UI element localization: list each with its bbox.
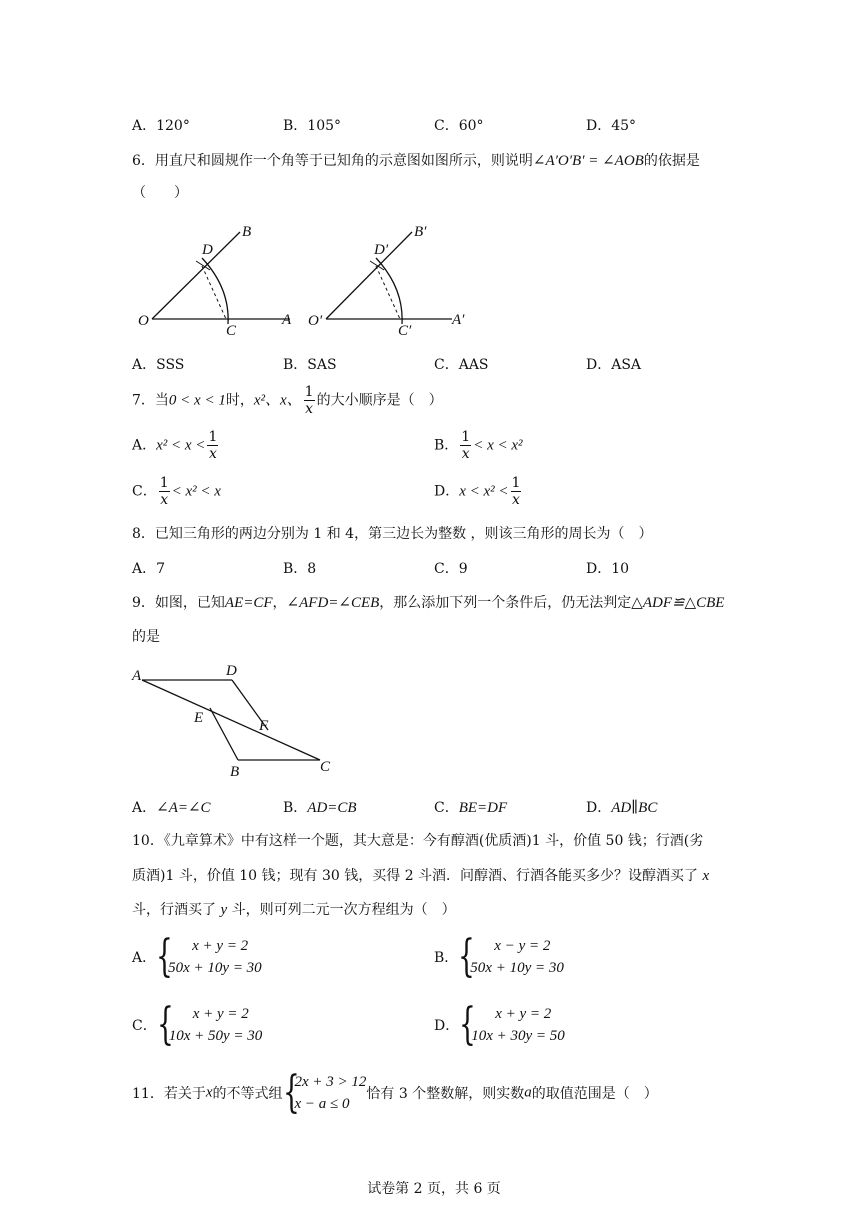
option-label: A． xyxy=(132,950,157,966)
segment-eb xyxy=(210,708,238,760)
q11-stem-text: 11．若关于 xyxy=(132,1086,206,1102)
q6-stem-text: 6．用直尺和圆规作一个角等于已知角的示意图如图所示，则说明 xyxy=(132,153,533,169)
frac-denominator: x xyxy=(305,401,314,417)
option-label: D． xyxy=(434,483,460,500)
page-footer: 试卷第 2 页，共 6 页 xyxy=(367,1181,501,1197)
frac-denominator: x xyxy=(160,492,169,508)
option-expr: x² < x < xyxy=(156,437,206,454)
q5-option-a: A．120° xyxy=(132,118,190,134)
q11-var-x: x xyxy=(205,1084,213,1101)
label-d-prime: D′ xyxy=(374,242,389,258)
label-b-prime: B′ xyxy=(414,224,427,240)
q6-figure-left xyxy=(138,224,292,339)
q6-option-a: A．SSS xyxy=(132,357,185,373)
q6-paren: （ ） xyxy=(132,185,188,201)
option-expr: < x < x² xyxy=(473,437,523,454)
frac-denominator: x xyxy=(461,446,470,462)
label-b: B xyxy=(230,764,240,780)
option-label: C． xyxy=(434,800,459,816)
q6-option-b: B．SAS xyxy=(283,357,337,373)
label-c: C xyxy=(226,323,237,339)
q9-congruence: △ADF≌△CBE xyxy=(631,595,725,611)
q7-option-a xyxy=(132,430,220,461)
label-c-prime: C′ xyxy=(398,323,412,339)
label-e: E xyxy=(194,710,204,726)
inequality-1: 2x + 3 > 12 xyxy=(294,1074,367,1090)
q9-separator: ， xyxy=(272,595,287,611)
label-f: F xyxy=(259,718,269,734)
frac-numerator: 1 xyxy=(511,475,521,491)
label-c: C xyxy=(320,759,331,775)
q6-option-c: C．AAS xyxy=(434,357,489,373)
q8-option-a: A．7 xyxy=(132,561,166,577)
q11-var-a: a xyxy=(524,1084,532,1101)
option-label: D． xyxy=(434,1018,460,1034)
equation-system xyxy=(156,999,263,1050)
q6-figure xyxy=(130,218,490,343)
q8-option-c: C．9 xyxy=(434,561,468,577)
label-b: B xyxy=(242,224,252,240)
equation-1: x − y = 2 xyxy=(494,938,551,954)
label-d: D xyxy=(226,663,237,679)
q9-given-angles: ∠AFD=∠CEB xyxy=(286,595,380,611)
inequality-2: x − a ≤ 0 xyxy=(294,1096,350,1112)
equation-2: 10x + 50y = 30 xyxy=(168,1028,263,1044)
q10-line2 xyxy=(132,865,709,885)
q6-angle-equation: ∠A′O′B′ = ∠AOB xyxy=(532,153,644,169)
q10-var-y: y xyxy=(220,902,228,918)
q10-line1: 10．《九章算术》中有这样一个题，其大意是：今有醇酒(优质酒)1 斗，价值 50 钱；行酒(劣 xyxy=(132,833,704,849)
option-label: B． xyxy=(434,437,459,454)
frac-numerator: 1 xyxy=(304,384,314,400)
equation-system xyxy=(156,931,262,982)
left-brace-icon: { xyxy=(156,999,174,1050)
q7-term-x-squared: x² xyxy=(253,392,265,409)
q9-stem xyxy=(132,592,724,612)
label-o: O xyxy=(138,313,149,329)
frac-numerator: 1 xyxy=(461,429,471,445)
q9-stem-text: 9．如图，已知 xyxy=(132,595,225,611)
option-text: BE=DF xyxy=(458,800,508,816)
label-o-prime: O′ xyxy=(308,313,323,329)
q8-option-b: B．8 xyxy=(283,561,317,577)
option-label: A． xyxy=(132,800,157,816)
equation-2: 10x + 30y = 50 xyxy=(471,1028,565,1044)
frac-denominator: x xyxy=(512,492,520,508)
option-fraction xyxy=(460,430,471,461)
q5-option-b: B．105° xyxy=(283,118,342,134)
left-brace-icon: { xyxy=(459,999,477,1050)
q10-line2-text: 质酒)1 斗，价值 10 钱；现有 30 钱，买得 2 斗酒．问醇酒、行酒各能买多少？设醇酒买了 xyxy=(132,868,699,884)
option-expr: < x² < x xyxy=(171,483,221,500)
label-a-prime: A′ xyxy=(452,312,465,328)
equation-system xyxy=(459,999,565,1050)
q7-stem xyxy=(132,385,443,416)
frac-numerator: 1 xyxy=(208,429,218,445)
q9-option-b xyxy=(283,797,357,817)
q7-option-d xyxy=(434,476,523,507)
option-label: D． xyxy=(586,800,612,816)
q9-option-d xyxy=(586,797,657,817)
q9-given-ae-cf: AE=CF xyxy=(224,595,273,611)
label-a: A xyxy=(132,668,142,684)
q6-stem xyxy=(132,150,700,170)
equation-system xyxy=(458,931,564,982)
left-brace-icon: { xyxy=(156,931,173,982)
option-text: AD∥BC xyxy=(611,800,658,816)
option-label: C． xyxy=(132,483,157,500)
q10-var-x: x xyxy=(702,868,710,884)
q11-stem-mid: 的不等式组 xyxy=(212,1086,283,1102)
q10-line3 xyxy=(132,899,456,919)
option-fraction xyxy=(159,476,170,507)
q7-stem-mid: 时， xyxy=(225,392,254,409)
option-expr: x < x² < xyxy=(459,483,509,500)
q9-stem-tail: 的是 xyxy=(132,629,160,645)
q11-stem xyxy=(132,1067,658,1118)
q8-stem: 8．已知三角形的两边分别为 1 和 4，第三边长为整数 ，则该三角形的周长为（ ） xyxy=(132,526,653,542)
q10-line3-text: 斗，行酒买了 xyxy=(132,902,216,918)
q7-option-b xyxy=(434,430,523,461)
q11-stem-mid2: 恰有 3 个整数解，则实数 xyxy=(366,1086,525,1102)
q10-option-d xyxy=(434,999,565,1050)
q6-stem-tail: 的依据是 xyxy=(643,153,700,169)
left-brace-icon: { xyxy=(282,1067,300,1118)
label-d: D xyxy=(202,242,213,258)
equation-1: x + y = 2 xyxy=(192,1006,249,1022)
equation-2: 50x + 10y = 30 xyxy=(168,960,262,976)
q9-option-c xyxy=(434,797,507,817)
q8-option-d: D．10 xyxy=(586,561,630,577)
q7-option-c xyxy=(132,476,221,507)
equation-2: 50x + 10y = 30 xyxy=(470,960,564,976)
option-label: B． xyxy=(283,800,308,816)
inequality-system xyxy=(282,1067,367,1118)
q7-term-reciprocal xyxy=(304,385,315,416)
q10-option-b xyxy=(434,931,564,982)
q6-figure-right xyxy=(308,224,465,339)
option-text: ∠A=∠C xyxy=(156,800,211,816)
q5-option-d: D．45° xyxy=(586,118,637,134)
q7-condition: 0 < x < 1 xyxy=(168,392,226,409)
equation-1: x + y = 2 xyxy=(192,938,249,954)
ray-o-prime-b-prime xyxy=(326,232,412,319)
option-label: B． xyxy=(434,950,459,966)
equation-1: x + y = 2 xyxy=(495,1006,552,1022)
option-label: A． xyxy=(132,437,157,454)
option-text: AD=CB xyxy=(307,800,357,816)
q10-option-a xyxy=(132,931,262,982)
q10-line3-tail: 斗，则可列二元一次方程组为（ ） xyxy=(231,902,456,918)
q9-option-a xyxy=(132,797,211,817)
q9-stem-mid: ，那么添加下列一个条件后，仍无法判定 xyxy=(379,595,632,611)
q7-term-x: 、x、 xyxy=(264,392,302,409)
label-a: A xyxy=(282,312,292,328)
frac-numerator: 1 xyxy=(159,475,169,491)
option-fraction xyxy=(207,430,218,461)
q9-figure xyxy=(128,660,348,782)
q6-option-d: D．ASA xyxy=(586,357,642,373)
q10-option-c xyxy=(132,999,263,1050)
q7-stem-text: 7．当 xyxy=(132,392,169,409)
option-label: C． xyxy=(132,1018,157,1034)
q5-option-c: C．60° xyxy=(434,118,484,134)
q11-stem-tail: 的取值范围是（ ） xyxy=(531,1086,658,1102)
q7-stem-tail: 的大小顺序是（ ） xyxy=(316,392,443,409)
option-fraction xyxy=(511,476,522,507)
frac-denominator: x xyxy=(208,446,217,462)
left-brace-icon: { xyxy=(458,931,476,982)
